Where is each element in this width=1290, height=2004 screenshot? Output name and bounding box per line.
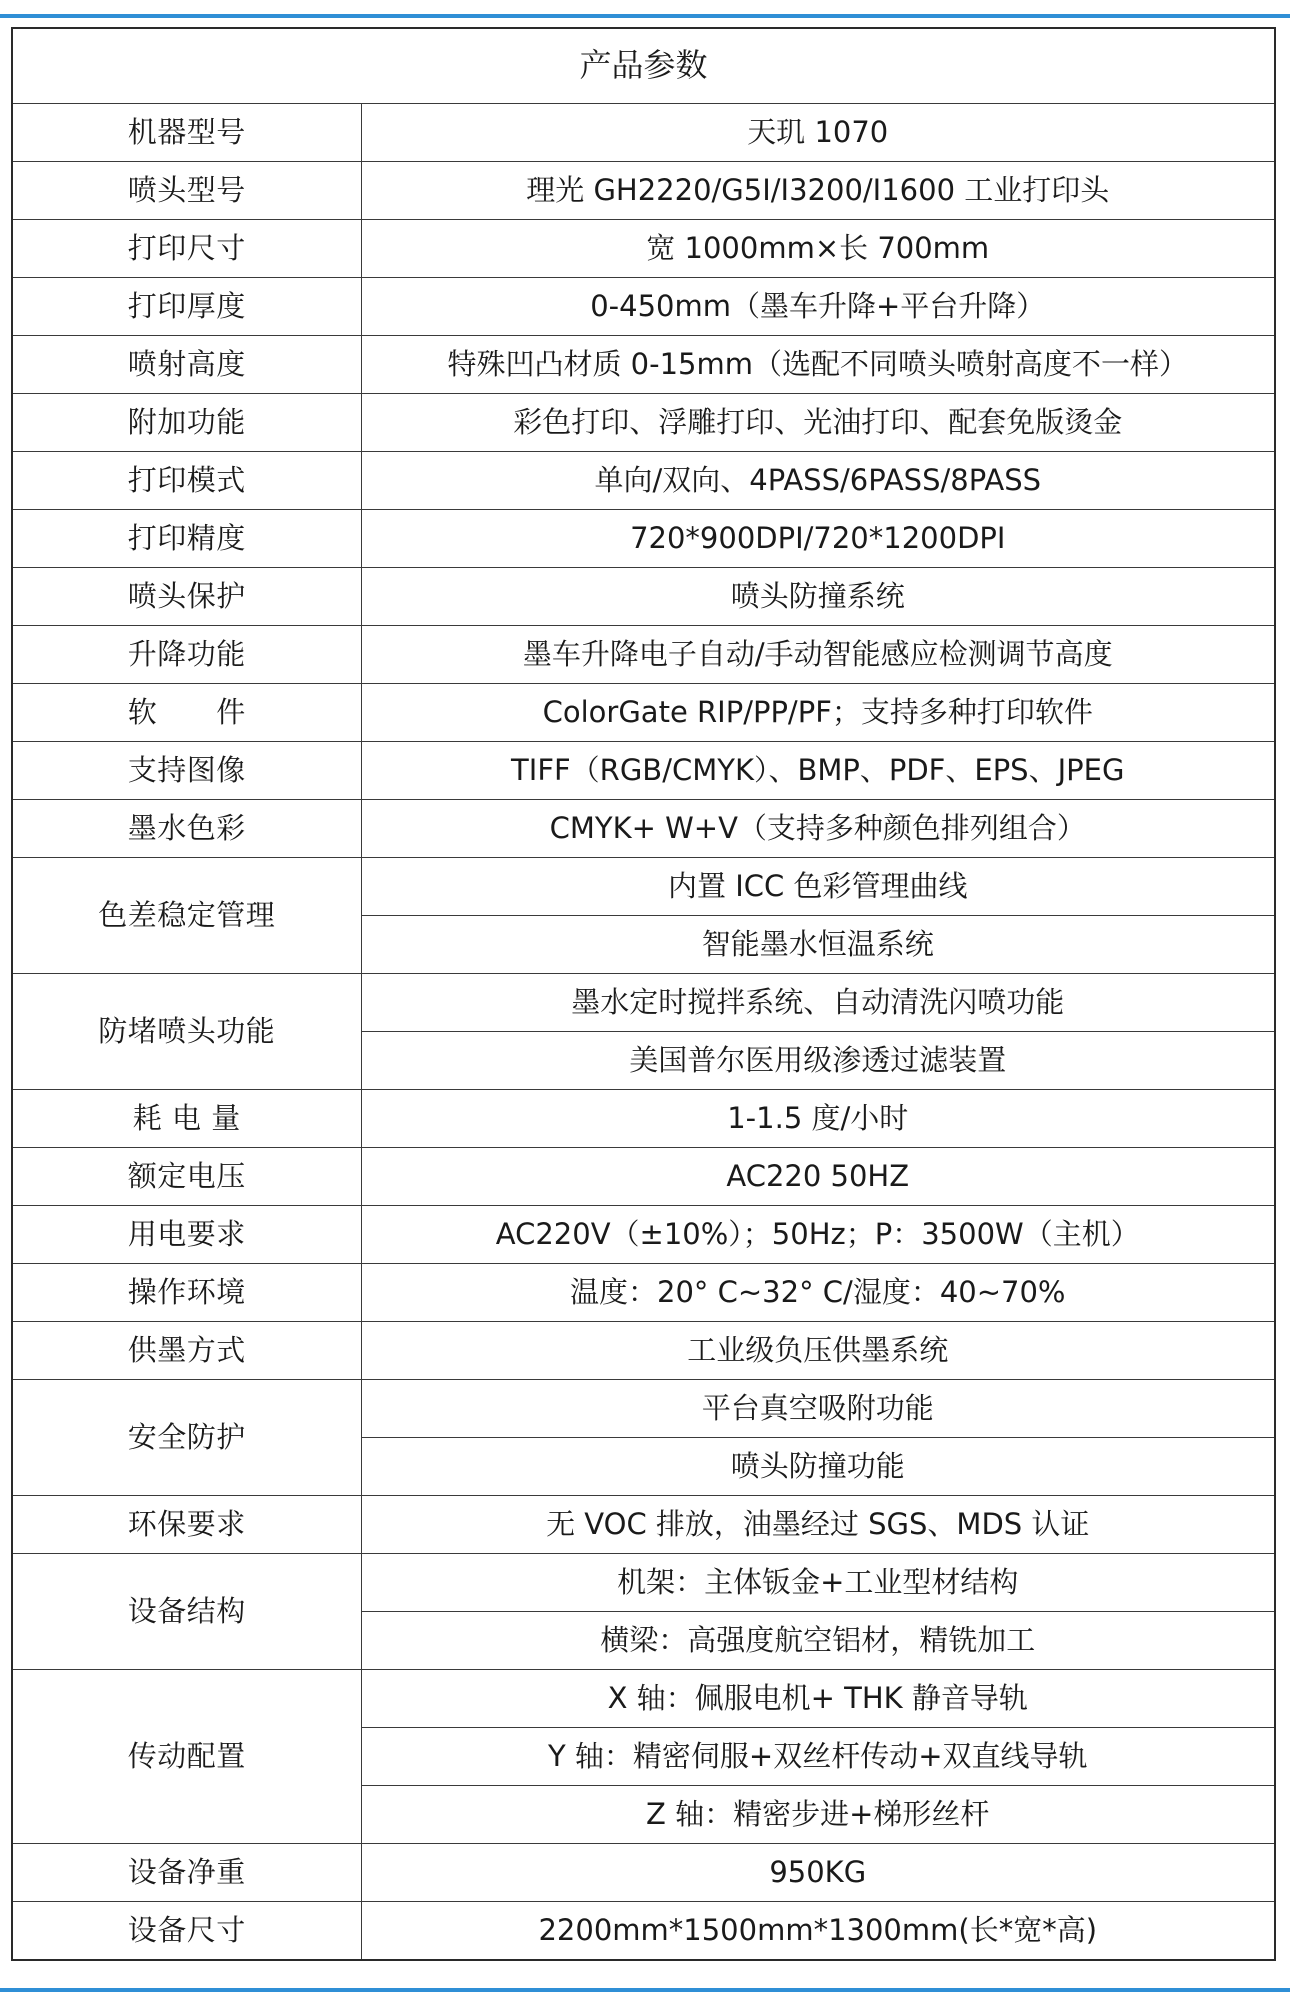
spec-value: X 轴：佩服电机+ THK 静音导轨 [361, 1670, 1275, 1728]
spec-value: 0-450mm（墨车升降+平台升降） [361, 278, 1275, 336]
spec-label: 安全防护 [12, 1380, 361, 1496]
spec-label: 额定电压 [12, 1148, 361, 1206]
spec-value: 单向/双向、4PASS/6PASS/8PASS [361, 452, 1275, 510]
spec-value: 喷头防撞功能 [361, 1438, 1275, 1496]
spec-label: 打印模式 [12, 452, 361, 510]
spec-table-container [11, 27, 1276, 1961]
spec-value: 2200mm*1500mm*1300mm(长*宽*高) [361, 1902, 1275, 1961]
spec-value: AC220 50HZ [361, 1148, 1275, 1206]
table-row [12, 452, 1275, 510]
spec-label: 升降功能 [12, 626, 361, 684]
spec-value: 平台真空吸附功能 [361, 1380, 1275, 1438]
spec-value: ColorGate RIP/PP/PF；支持多种打印软件 [361, 684, 1275, 742]
spec-label: 操作环境 [12, 1264, 361, 1322]
spec-label: 设备净重 [12, 1844, 361, 1902]
spec-label: 供墨方式 [12, 1322, 361, 1380]
spec-label: 附加功能 [12, 394, 361, 452]
table-row [12, 336, 1275, 394]
table-row [12, 858, 1275, 916]
spec-label: 设备尺寸 [12, 1902, 361, 1961]
spec-value: 机架：主体钣金+工业型材结构 [361, 1554, 1275, 1612]
table-row [12, 684, 1275, 742]
table-row [12, 1844, 1275, 1902]
table-row [12, 1322, 1275, 1380]
spec-label: 传动配置 [12, 1670, 361, 1844]
spec-value: 1-1.5 度/小时 [361, 1090, 1275, 1148]
top-accent-rule [0, 14, 1290, 18]
table-row [12, 742, 1275, 800]
spec-label: 用电要求 [12, 1206, 361, 1264]
spec-label: 防堵喷头功能 [12, 974, 361, 1090]
spec-value: 宽 1000mm×长 700mm [361, 220, 1275, 278]
spec-value: 天玑 1070 [361, 104, 1275, 162]
spec-label: 打印尺寸 [12, 220, 361, 278]
spec-value: 内置 ICC 色彩管理曲线 [361, 858, 1275, 916]
spec-value: 理光 GH2220/G5I/I3200/I1600 工业打印头 [361, 162, 1275, 220]
table-row [12, 162, 1275, 220]
table-row [12, 1902, 1275, 1961]
spec-label: 耗 电 量 [12, 1090, 361, 1148]
spec-label: 软 件 [12, 684, 361, 742]
spec-label: 墨水色彩 [12, 800, 361, 858]
spec-label: 设备结构 [12, 1554, 361, 1670]
table-title: 产品参数 [12, 28, 1275, 104]
table-row [12, 1554, 1275, 1612]
table-row [12, 278, 1275, 336]
spec-value: 智能墨水恒温系统 [361, 916, 1275, 974]
table-row [12, 1148, 1275, 1206]
spec-value: 横梁：高强度航空铝材，精铣加工 [361, 1612, 1275, 1670]
spec-value: 墨水定时搅拌系统、自动清洗闪喷功能 [361, 974, 1275, 1032]
spec-value: Y 轴：精密伺服+双丝杆传动+双直线导轨 [361, 1728, 1275, 1786]
spec-label: 机器型号 [12, 104, 361, 162]
table-row [12, 626, 1275, 684]
spec-value: 720*900DPI/720*1200DPI [361, 510, 1275, 568]
spec-value: TIFF（RGB/CMYK）、BMP、PDF、EPS、JPEG [361, 742, 1275, 800]
table-row [12, 568, 1275, 626]
spec-value: 墨车升降电子自动/手动智能感应检测调节高度 [361, 626, 1275, 684]
spec-value: 温度：20° C~32° C/湿度：40~70% [361, 1264, 1275, 1322]
spec-value: Z 轴：精密步进+梯形丝杆 [361, 1786, 1275, 1844]
spec-label: 打印厚度 [12, 278, 361, 336]
table-row [12, 510, 1275, 568]
spec-value: 无 VOC 排放，油墨经过 SGS、MDS 认证 [361, 1496, 1275, 1554]
table-row [12, 1090, 1275, 1148]
spec-label: 喷头型号 [12, 162, 361, 220]
table-row [12, 1206, 1275, 1264]
spec-label: 喷射高度 [12, 336, 361, 394]
spec-label: 打印精度 [12, 510, 361, 568]
spec-label: 喷头保护 [12, 568, 361, 626]
spec-value: CMYK+ W+V（支持多种颜色排列组合） [361, 800, 1275, 858]
table-row [12, 220, 1275, 278]
spec-value: 喷头防撞系统 [361, 568, 1275, 626]
spec-value: 特殊凹凸材质 0-15mm（选配不同喷头喷射高度不一样） [361, 336, 1275, 394]
table-row [12, 800, 1275, 858]
spec-value: 950KG [361, 1844, 1275, 1902]
spec-label: 环保要求 [12, 1496, 361, 1554]
table-row [12, 104, 1275, 162]
table-row [12, 1380, 1275, 1438]
product-spec-table [11, 27, 1276, 1961]
table-row [12, 1496, 1275, 1554]
table-row [12, 394, 1275, 452]
table-row [12, 974, 1275, 1032]
spec-value: AC220V（±10%）；50Hz；P：3500W（主机） [361, 1206, 1275, 1264]
spec-value: 美国普尔医用级渗透过滤装置 [361, 1032, 1275, 1090]
table-row [12, 1264, 1275, 1322]
bottom-accent-rule [0, 1988, 1290, 1992]
spec-label: 支持图像 [12, 742, 361, 800]
spec-value: 工业级负压供墨系统 [361, 1322, 1275, 1380]
spec-label: 色差稳定管理 [12, 858, 361, 974]
spec-value: 彩色打印、浮雕打印、光油打印、配套免版烫金 [361, 394, 1275, 452]
table-row [12, 1670, 1275, 1728]
